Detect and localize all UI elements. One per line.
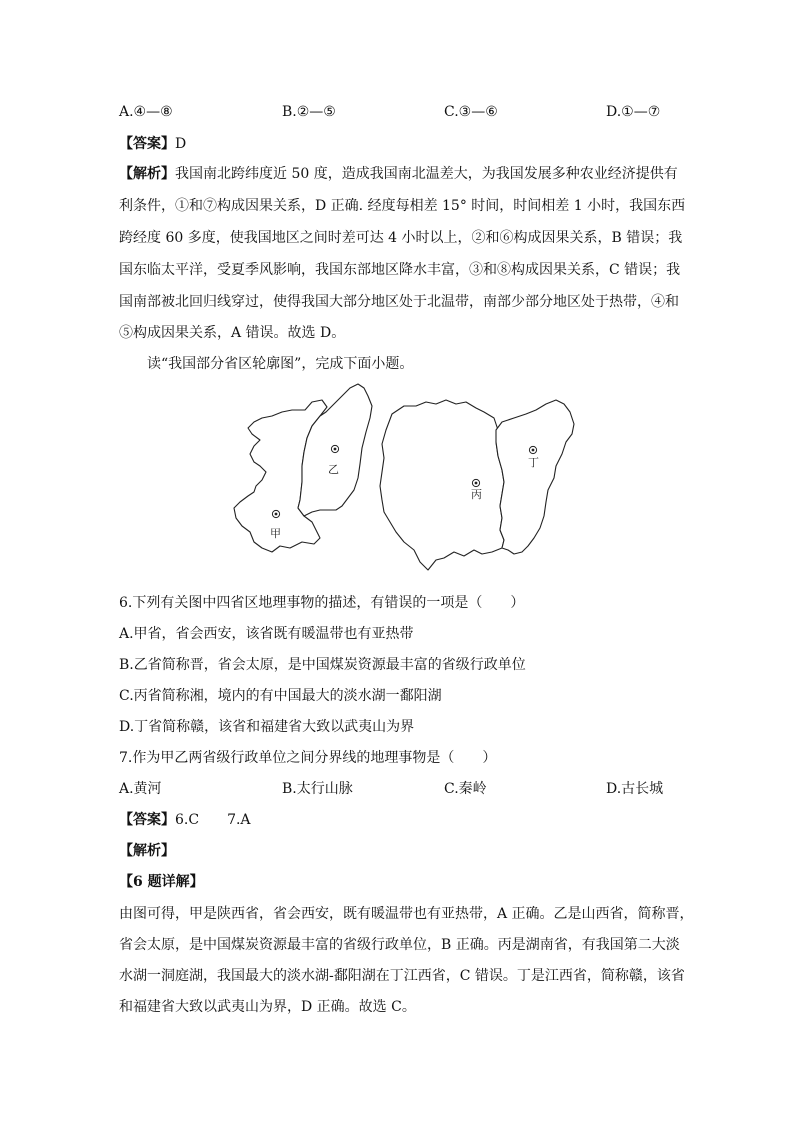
detail-6-label: 【6 题详解】 <box>119 874 204 890</box>
answer-label: 【答案】 <box>119 136 175 152</box>
detail-6-line-2: 省会太原，是中国煤炭资源最丰富的省级行政单位，B 正确。丙是湖南省，有我国第二大淡 <box>119 937 680 953</box>
q6-option-b: B.乙省简称晋，省会太原，是中国煤炭资源最丰富的省级行政单位 <box>119 657 526 673</box>
q7-option-d: D.古长城 <box>606 781 664 797</box>
map-intro: 读“我国部分省区轮廓图”，完成下面小题。 <box>147 356 414 372</box>
analysis-5-line-4: 国东临太平洋，受夏季风影响，我国东部地区降水丰富，③和⑧构成因果关系，C 错误；我 <box>119 262 681 278</box>
analysis-6-7-label: 【解析】 <box>119 843 175 859</box>
q5-options <box>119 104 679 122</box>
province-outline-map <box>232 382 576 574</box>
q5-option-d: D.①—⑦ <box>606 104 661 120</box>
detail-6-line-4: 和福建省大致以武夷山为界，D 正确。故选 C。 <box>119 999 416 1015</box>
province-bing-outline <box>380 400 504 570</box>
analysis-label: 【解析】 <box>119 166 175 182</box>
q7-option-b: B.太行山脉 <box>282 781 353 797</box>
answer-label: 【答案】 <box>119 812 175 828</box>
detail-6-line-1: 由图可得，甲是陕西省，省会西安，既有暖温带也有亚热带，A 正确。乙是山西省，简称晋， <box>119 906 694 922</box>
province-ding-outline <box>496 400 574 554</box>
q6-option-a: A.甲省，省会西安，该省既有暖温带也有亚热带 <box>119 626 414 642</box>
answer-value: 6.C 7.A <box>175 812 251 828</box>
q6-stem: 6.下列有关图中四省区地理事物的描述，有错误的一项是（ ） <box>119 595 525 611</box>
analysis-5-line-3: 跨经度 60 多度，使我国地区之间时差可达 4 小时以上，②和⑥构成因果关系，B 错误；我 <box>119 230 683 246</box>
label-yi: 乙 <box>328 463 339 476</box>
analysis-5-line-5: 国南部被北回归线穿过，使得我国大部分地区处于北温带，南部少部分地区处于热带，④和 <box>119 294 679 310</box>
q6-option-d: D.丁省简称赣，该省和福建省大致以武夷山为界 <box>119 719 415 735</box>
answer-5 <box>119 136 679 152</box>
map-svg <box>232 382 576 574</box>
q7-option-c: C.秦岭 <box>444 781 487 797</box>
answer-value: D <box>175 136 187 152</box>
answer-6-7 <box>119 812 679 828</box>
q7-option-a: A.黄河 <box>119 781 162 797</box>
q5-option-a: A.④—⑧ <box>119 104 173 120</box>
label-jia: 甲 <box>270 527 281 540</box>
label-bing: 丙 <box>471 488 482 501</box>
label-ding: 丁 <box>528 456 539 469</box>
detail-6-line-3: 水湖一洞庭湖，我国最大的淡水湖-鄱阳湖在丁江西省，C 错误。丁是江西省，简称赣，该省 <box>119 968 685 984</box>
analysis-5-line-1 <box>119 166 679 182</box>
analysis-5-line-2: 利条件，①和⑦构成因果关系，D 正确. 经度每相差 15° 时间，时间相差 1 小时，我国东西 <box>119 198 686 214</box>
q7-options <box>119 781 679 799</box>
q5-option-b: B.②—⑤ <box>282 104 336 120</box>
analysis-5-line-6: ⑤构成因果关系，A 错误。故选 D。 <box>119 325 346 341</box>
q6-option-c: C.丙省简称湘，境内的有中国最大的淡水湖一鄱阳湖 <box>119 688 442 704</box>
q7-stem: 7.作为甲乙两省级行政单位之间分界线的地理事物是（ ） <box>119 750 497 766</box>
q5-option-c: C.③—⑥ <box>444 104 498 120</box>
analysis-text: 我国南北跨纬度近 50 度，造成我国南北温差大，为我国发展多种农业经济提供有 <box>175 166 678 182</box>
